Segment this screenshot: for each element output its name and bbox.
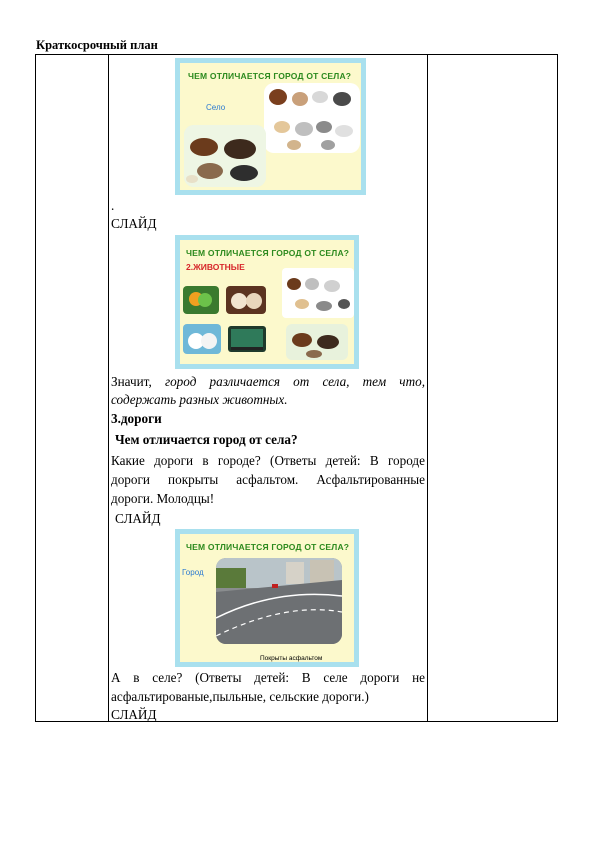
lesson-plan-table [35, 54, 558, 722]
slide-caption: Город [182, 568, 204, 577]
puppies-photo [226, 286, 266, 314]
conclusion-prefix: Значит, [111, 374, 152, 389]
slide-title: ЧЕМ ОТЛИЧАЕТСЯ ГОРОД ОТ СЕЛА? [188, 71, 352, 81]
section-heading-roads: 3.дороги [111, 411, 162, 426]
conclusion-italic-a: город различается от села, тем что, [164, 374, 425, 389]
aquarium-photo [228, 326, 266, 352]
puppies-illustration [226, 286, 266, 314]
slide-caption: Село [206, 103, 226, 112]
farm-animals-illustration [286, 324, 348, 360]
roads-para-line-3: дороги. Молодцы! [111, 491, 215, 506]
farm-animals-photo [286, 324, 348, 360]
poultry-illustration [264, 83, 360, 153]
slide-city-road [175, 529, 359, 667]
slide-animals [175, 235, 359, 369]
slide-label: СЛАЙД [111, 216, 157, 231]
kittens-photo [183, 324, 221, 354]
poultry-photo [264, 83, 360, 153]
parrots-photo [183, 286, 219, 314]
kittens-illustration [183, 324, 221, 354]
conclusion-line-2: содержать разных животных. [111, 392, 288, 407]
conclusion-line-1 [111, 373, 425, 391]
slide-village-animals [175, 58, 366, 195]
village-para-line-1: А в селе? (Ответы детей: В селе дороги не [111, 670, 425, 685]
city-road-illustration [216, 558, 342, 644]
livestock-illustration [184, 125, 266, 187]
slide-label: СЛАЙД [115, 511, 161, 526]
slide-subtitle: 2.ЖИВОТНЫЕ [186, 262, 245, 272]
aquarium-illustration [228, 326, 266, 352]
column-divider-2 [427, 55, 428, 721]
roads-para-line-1: Какие дороги в городе? (Ответы детей: В городе [111, 453, 425, 468]
slide-footer-caption: Покрыты асфальтом [260, 655, 323, 662]
question-heading: Чем отличается город от села? [115, 432, 298, 447]
column-divider-1 [108, 55, 109, 721]
slide-title: ЧЕМ ОТЛИЧАЕТСЯ ГОРОД ОТ СЕЛА? [186, 542, 350, 552]
slide-label: СЛАЙД [111, 707, 157, 722]
dot-line: . [111, 198, 115, 213]
village-para-line-2: асфальтированые,пыльные, сельские дороги.) [111, 689, 369, 704]
farm-birds-illustration [282, 268, 354, 318]
roads-para-line-2: дороги покрыты асфальтом. Асфальтированные [111, 472, 425, 487]
slide-title: ЧЕМ ОТЛИЧАЕТСЯ ГОРОД ОТ СЕЛА? [186, 248, 350, 258]
farm-birds-photo [282, 268, 354, 318]
city-road-photo [216, 558, 342, 644]
livestock-photo [184, 125, 266, 187]
document-title: Краткосрочный план [36, 38, 158, 52]
parrots-illustration [183, 286, 219, 314]
